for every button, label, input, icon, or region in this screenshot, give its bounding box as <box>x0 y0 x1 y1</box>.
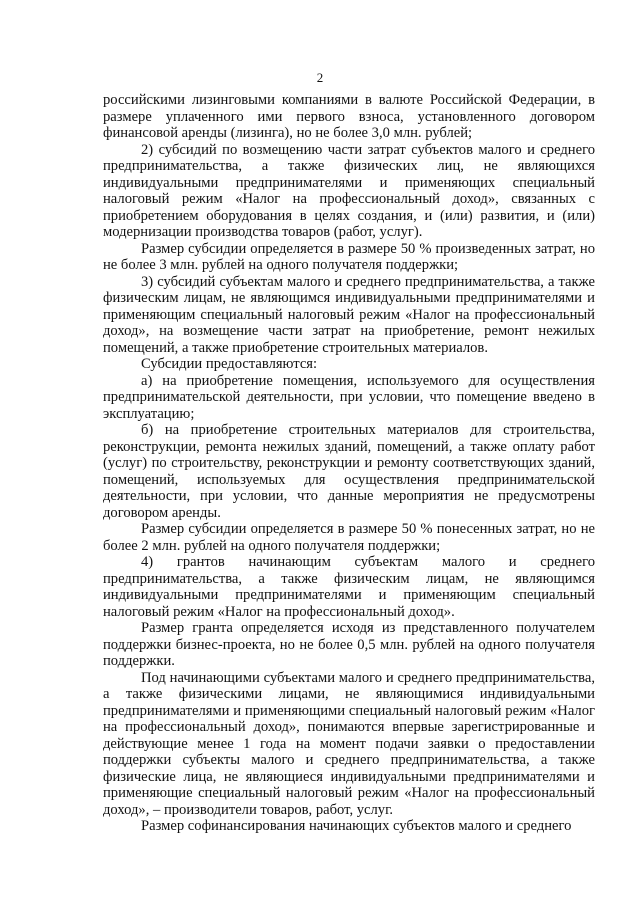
paragraph-cofinancing: Размер софинансирования начинающих субъектов малого и среднего <box>141 818 572 834</box>
paragraph-definition: Под начинающими субъектами малого и среднего предпринимательства, а также физическими лицами, не являющимися индивидуальными предпринимателями и применяющими специальный налоговый режим «Налог на профессиональный доход», понимаются впервые зарегистрированные и действующие менее 1 года на момент подачи заявки о предоставлении поддержки субъекты малого и среднего предпринимательства, а также физические лица, не являющиеся индивидуальными предпринимателями и применяющие специальный налоговый режим «Налог на профессиональный доход», – производители товаров, работ, услуг. <box>103 669 595 818</box>
paragraph-continuation: российскими лизинговыми компаниями в валюте Российской Федерации, в размере уплаченного ими первого взноса, установленного договором финансовой аренды (лизинга), но не более 3,0 млн. рублей; <box>103 92 595 141</box>
paragraph-subitem-b: б) на приобретение строительных материалов для строительства, реконструкции, ремонта нежилых зданий, помещений, а также оплату работ (услуг) по строительству, реконструкции и ремонту соответствующих зданий, помещений, используемых для осуществления предпринимательской деятельности, при условии, что данные мероприятия не предусмотрены договором аренды. <box>103 422 595 521</box>
document-body <box>103 92 595 835</box>
paragraph-grant-size: Размер гранта определяется исходя из представленного получателем поддержки бизнес-проекта, но не более 0,5 млн. рублей на одного получателя поддержки. <box>103 620 595 669</box>
page-number: 2 <box>316 70 324 85</box>
paragraph-item-3: 3) субсидий субъектам малого и среднего предпринимательства, а также физическим лицам, не являющимся индивидуальными предпринимателями и применяющим специальный налоговый режим «Налог на профессиональный доход», на возмещение части затрат на приобретение, ремонт нежилых помещений, а также приобретение строительных материалов. <box>103 273 595 356</box>
paragraph-subitem-a: а) на приобретение помещения, используемого для осуществления предпринимательской деятельности, при условии, что помещение введено в эксплуатацию; <box>103 372 595 422</box>
paragraph-subsidy-size-2: Размер субсидии определяется в размере 50 % понесенных затрат, но не более 2 млн. рублей на одного получателя поддержки; <box>103 521 595 554</box>
paragraph-item-4: 4) грантов начинающим субъектам малого и среднего предпринимательства, а также физическим лицам, не являющимся индивидуальными предпринимателями и применяющим специальный налоговый режим «Налог на профессиональный доход». <box>103 554 595 620</box>
paragraph-item-2: 2) субсидий по возмещению части затрат субъектов малого и среднего предпринимательства, а также физических лиц, не являющихся индивидуальными предпринимателями и применяющих специальный налоговый режим «Налог на профессиональный доход», связанных с приобретением оборудования в целях создания, и (или) развития, и (или) модернизации производства товаров (работ, услуг). <box>103 141 595 240</box>
paragraph-subsidy-size-1: Размер субсидии определяется в размере 50 % произведенных затрат, но не более 3 млн. рублей на одного получателя поддержки; <box>103 240 595 273</box>
paragraph-subsidies-provided: Субсидии предоставляются: <box>141 356 318 372</box>
